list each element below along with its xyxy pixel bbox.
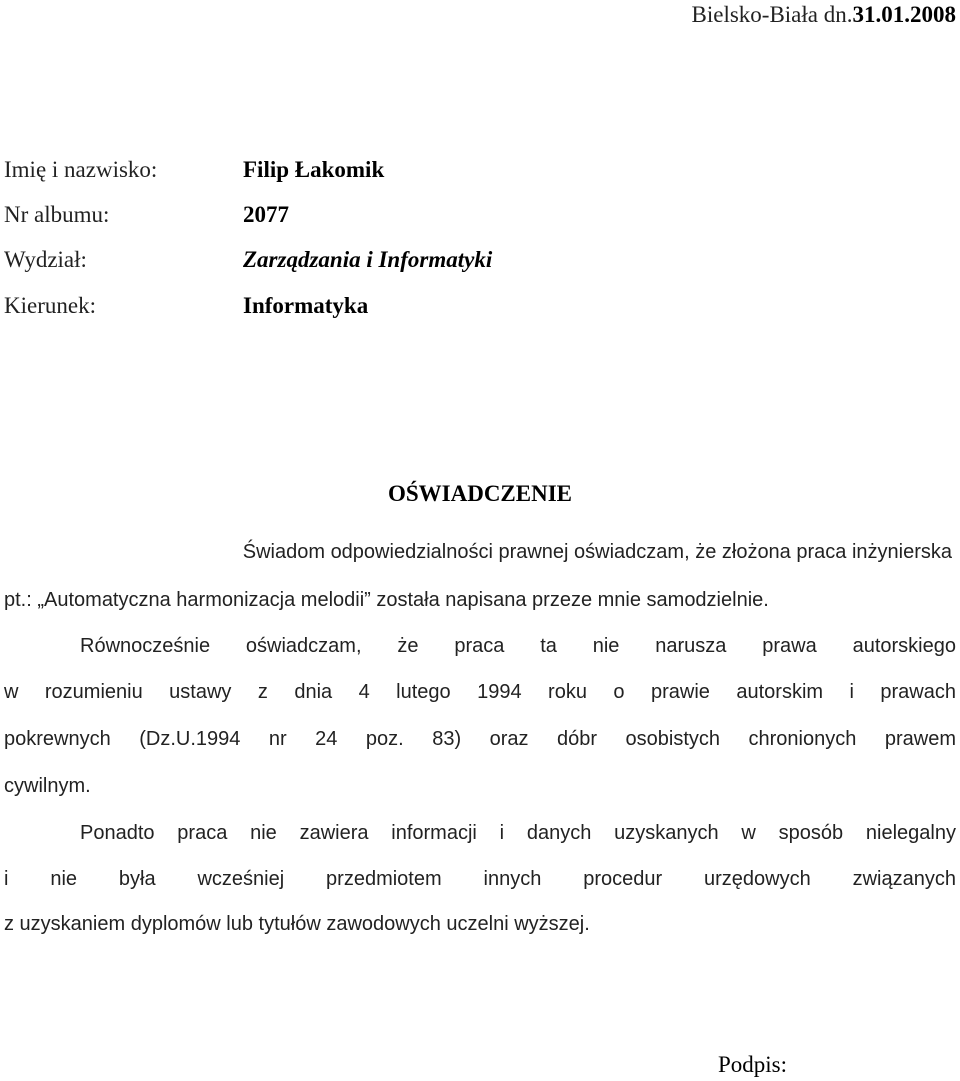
paragraph3-line-1: Ponadto praca nie zawiera informacji i danych uzyskanych w sposób nielegalny: [80, 822, 956, 844]
statement-heading: OŚWIADCZENIE: [387, 481, 573, 506]
album-value: 2077: [243, 202, 289, 227]
paragraph3-line-2: i nie była wcześniej przedmiotem innych procedur urzędowych związanych: [4, 868, 956, 890]
paragraph2-line-4: cywilnym.: [4, 775, 91, 797]
paragraph1-line-1: Świadom odpowiedzialności prawnej oświadczam, że złożona praca inżynierska: [242, 541, 952, 563]
major-value: Informatyka: [243, 293, 369, 318]
major-label: Kierunek:: [4, 293, 96, 318]
paragraph3-line-3: z uzyskaniem dyplomów lub tytułów zawodowych uczelni wyższej.: [4, 913, 590, 935]
date-line: [692, 3, 956, 26]
paragraph2-line-3: pokrewnych (Dz.U.1994 nr 24 poz. 83) oraz dóbr osobistych chronionych prawem: [4, 728, 956, 750]
paragraph1-line-2: pt.: „Automatyczna harmonizacja melodii” została napisana przeze mnie samodzielnie.: [4, 589, 769, 611]
faculty-label: Wydział:: [4, 247, 87, 272]
faculty-value: Zarządzania i Informatyki: [243, 247, 493, 272]
name-label: Imię i nazwisko:: [4, 157, 158, 182]
paragraph2-line-2: w rozumieniu ustawy z dnia 4 lutego 1994 roku o prawie autorskim i prawach: [4, 681, 956, 703]
place-text: Bielsko-Biała dn.: [691, 2, 853, 27]
album-label: Nr albumu:: [4, 202, 110, 227]
name-value: Filip Łakomik: [243, 157, 385, 182]
date-text: 31.01.2008: [852, 2, 956, 27]
signature-label: Podpis:: [718, 1052, 788, 1077]
paragraph2-line-1: Równocześnie oświadczam, że praca ta nie narusza prawa autorskiego: [80, 635, 956, 657]
